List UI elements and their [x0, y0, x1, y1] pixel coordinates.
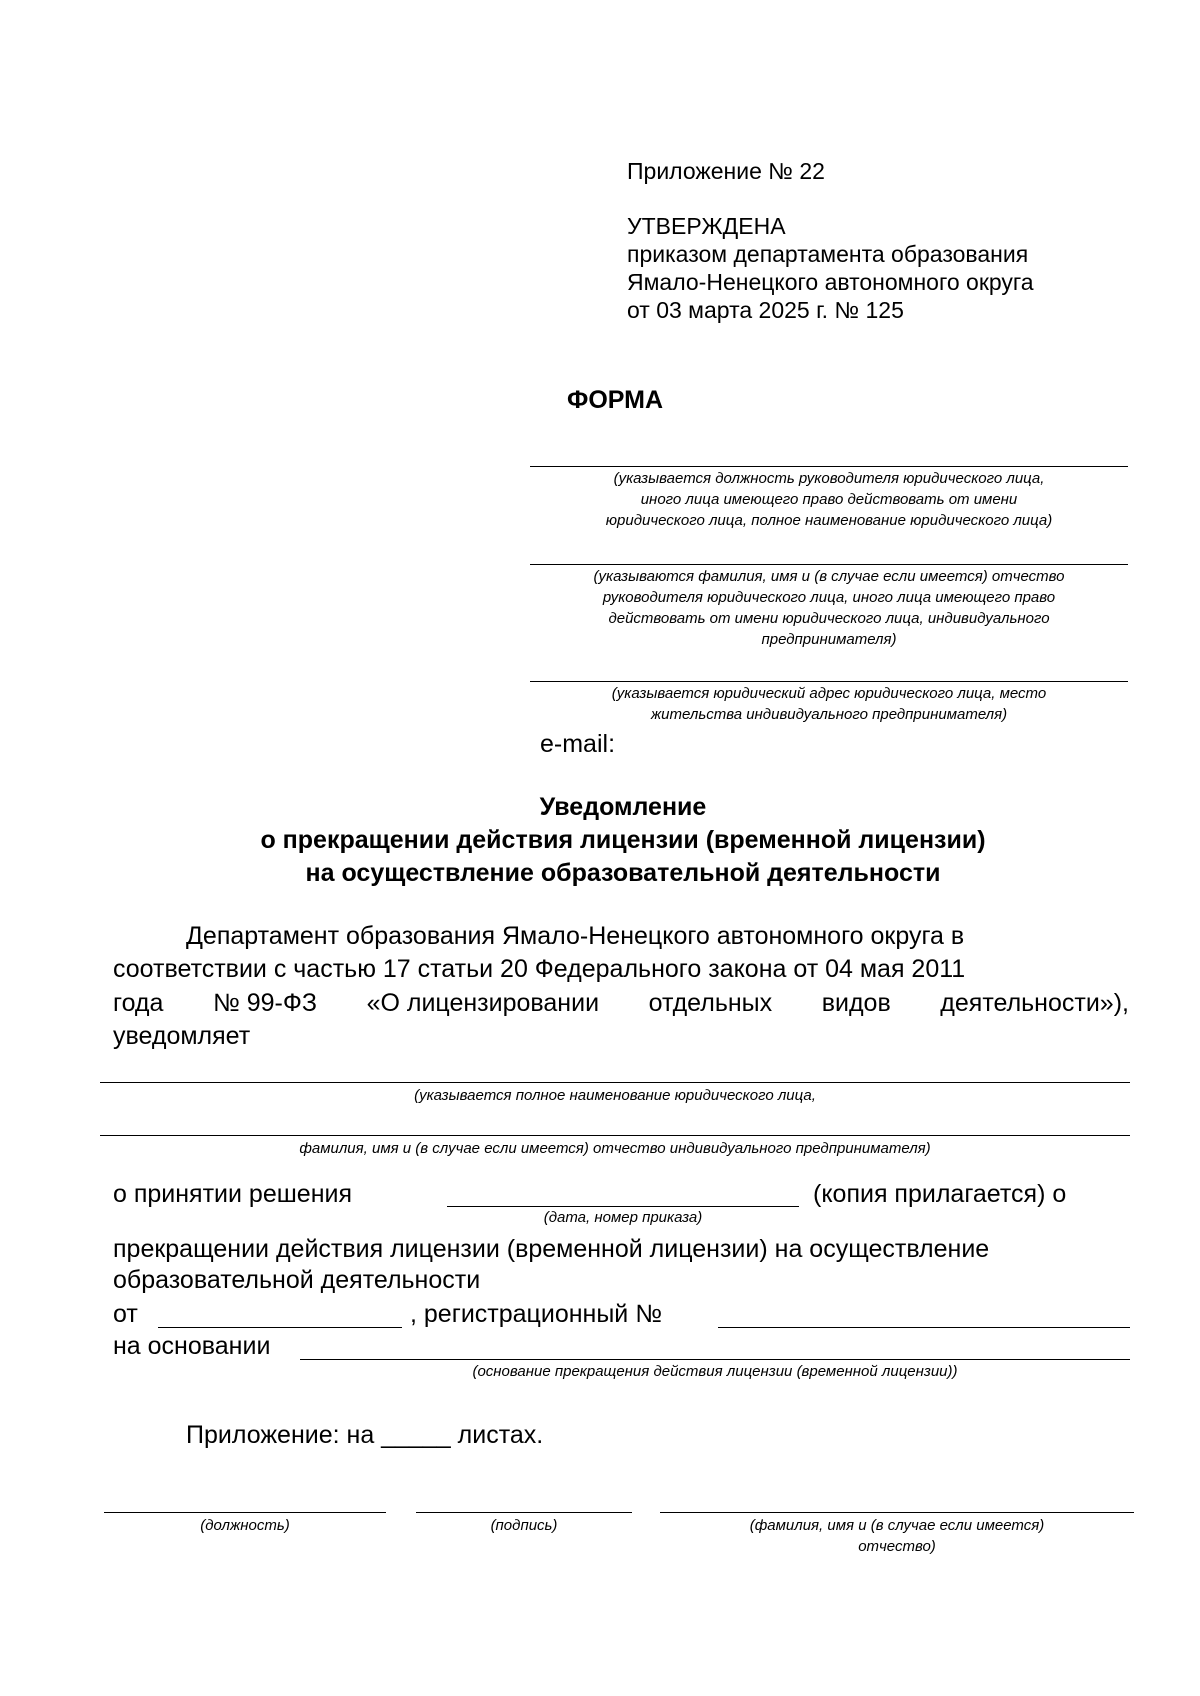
registration-label: , регистрационный № — [410, 1300, 663, 1328]
position-line — [104, 1512, 386, 1513]
full-name-note — [660, 1515, 1134, 1557]
basis-note: (основание прекращения действия лицензии (временной лицензии)) — [472, 1363, 958, 1380]
body-word: «О лицензировании — [366, 989, 600, 1017]
from-label: от — [113, 1300, 138, 1328]
body-word: отдельных — [648, 989, 773, 1017]
appendix-number: Приложение № 22 — [627, 158, 825, 184]
decision-note: (дата, номер приказа) — [543, 1209, 703, 1226]
decision-label: о принятии решения — [113, 1180, 353, 1208]
body-line-4: уведомляет — [113, 1022, 251, 1050]
signature-line — [416, 1512, 632, 1513]
note-line: предпринимателя) — [761, 631, 897, 648]
body-line-1: Департамент образования Ямало-Ненецкого автономного округа в — [186, 922, 965, 950]
title-line-1: Уведомление — [539, 793, 707, 821]
termination-line-1: прекращении действия лицензии (временной лицензии) на осуществление — [113, 1235, 990, 1263]
position-note: (должность) — [200, 1517, 290, 1534]
note-line: жительства индивидуального предпринимателя) — [650, 706, 1008, 723]
body-line-3 — [113, 987, 1129, 1019]
decision-tail: (копия прилагается) о — [813, 1180, 1067, 1208]
addressee-address-note — [530, 683, 1128, 725]
body-word: года — [113, 989, 164, 1017]
body-word: видов — [821, 989, 891, 1017]
entrepreneur-name-note: фамилия, имя и (в случае если имеется) отчество индивидуального предпринимателя) — [299, 1140, 931, 1157]
note-line: иного лица имеющего право действовать от имени — [640, 491, 1018, 508]
registration-number-line — [718, 1327, 1130, 1328]
title-line-3: на осуществление образовательной деятельности — [305, 859, 941, 887]
entity-name-note: (указывается полное наименование юридического лица, — [414, 1087, 816, 1104]
approved-line-2: Ямало-Ненецкого автономного округа — [627, 269, 1034, 295]
note-line: юридического лица, полное наименование юридического лица) — [605, 512, 1053, 529]
basis-label: на основании — [113, 1332, 271, 1360]
approved-label: УТВЕРЖДЕНА — [627, 213, 786, 239]
full-name-line — [660, 1512, 1134, 1513]
note-line: действовать от имени юридического лица, индивидуального — [608, 610, 1050, 627]
attachment-line: Приложение: на _____ листах. — [186, 1421, 544, 1449]
title-line-2: о прекращении действия лицензии (временной лицензии) — [260, 826, 986, 854]
note-line: отчество) — [858, 1538, 936, 1555]
note-line: (указывается должность руководителя юридического лица, — [613, 470, 1045, 487]
entrepreneur-name-line — [100, 1135, 1130, 1136]
body-word: деятельности»), — [940, 989, 1129, 1017]
approved-line-1: приказом департамента образования — [627, 241, 1029, 267]
email-label: e-mail: — [540, 730, 616, 758]
form-label: ФОРМА — [567, 386, 664, 414]
body-word: № 99-ФЗ — [212, 989, 317, 1017]
basis-line — [300, 1359, 1130, 1360]
termination-line-2: образовательной деятельности — [113, 1266, 481, 1294]
note-line: (фамилия, имя и (в случае если имеется) — [749, 1517, 1045, 1534]
note-line: (указывается юридический адрес юридического лица, место — [611, 685, 1047, 702]
addressee-name-line — [530, 564, 1128, 565]
entity-name-line — [100, 1082, 1130, 1083]
note-line: руководителя юридического лица, иного лица имеющего право — [602, 589, 1056, 606]
approved-line-3: от 03 марта 2025 г. № 125 — [627, 297, 904, 323]
note-line: (указываются фамилия, имя и (в случае если имеется) отчество — [593, 568, 1065, 585]
signature-note: (подпись) — [490, 1517, 558, 1534]
from-date-line — [158, 1327, 402, 1328]
addressee-position-line — [530, 466, 1128, 467]
addressee-address-line — [530, 681, 1128, 682]
addressee-name-note — [530, 566, 1128, 650]
body-line-2: соответствии с частью 17 статьи 20 Федерального закона от 04 мая 2011 — [113, 955, 966, 983]
addressee-position-note — [530, 468, 1128, 531]
